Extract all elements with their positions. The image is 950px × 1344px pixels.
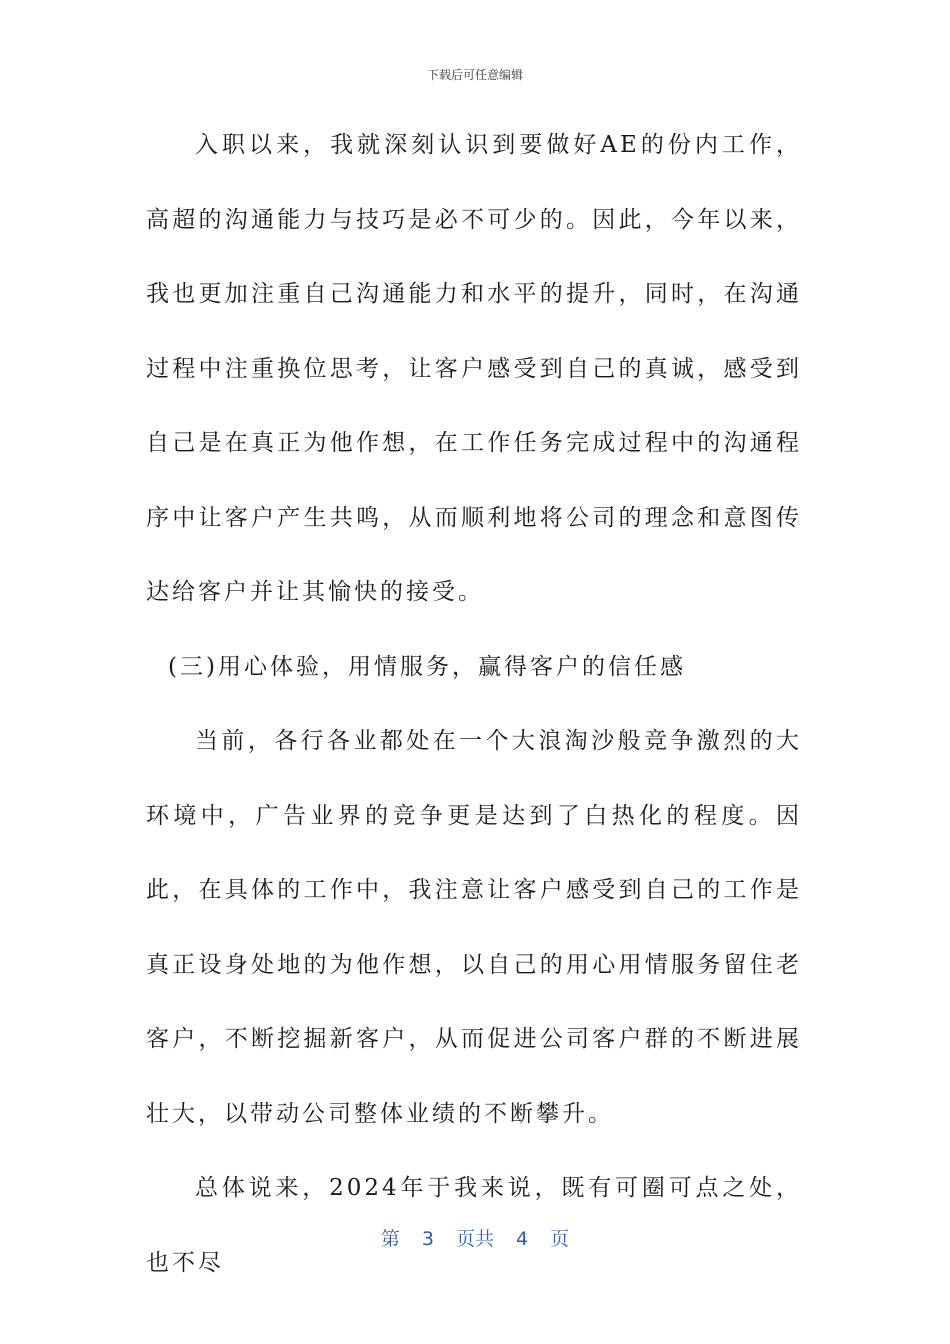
paragraph-communication: 入职以来，我就深刻认识到要做好AE的份内工作，高超的沟通能力与技巧是必不可少的。因此，今年以来，我也更加注重自己沟通能力和水平的提升，同时，在沟通过程中注重换位思考，让客户感受到自己的真诚，感受到自己是在真正为他作想，在工作任务完成过程中的沟通程序中让客户产生共鸣，从而顺利地将公司的理念和意图传达给客户并让其愉快的接受。 — [146, 132, 802, 605]
footer-page-number: 3 — [421, 1228, 434, 1250]
footer-suffix: 页 — [550, 1228, 570, 1250]
footer-total-pages: 4 — [516, 1228, 529, 1250]
paragraph-summary: 总体说来，2024年于我来说，既有可圈可点之处，也不尽 — [146, 1175, 802, 1276]
page-header: 下载后可任意编辑 — [426, 68, 523, 82]
section-heading: (三)用心体验，用情服务，赢得客户的信任感 — [168, 653, 686, 680]
paragraph-competition: 当前，各行各业都处在一个大浪淘沙般竞争激烈的大环境中，广告业界的竞争更是达到了白热化的程度。因此，在具体的工作中，我注意让客户感受到自己的工作是真正设身处地的为他作想，以自己的用心用情服务留住老客户，不断挖掘新客户，从而促进公司客户群的不断进展壮大，以带动公司整体业绩的不断攀升。 — [146, 728, 802, 1127]
document-body — [146, 108, 802, 1300]
footer-prefix: 第 — [380, 1228, 400, 1250]
page-footer — [0, 1224, 950, 1251]
footer-middle: 页共 — [455, 1228, 494, 1250]
